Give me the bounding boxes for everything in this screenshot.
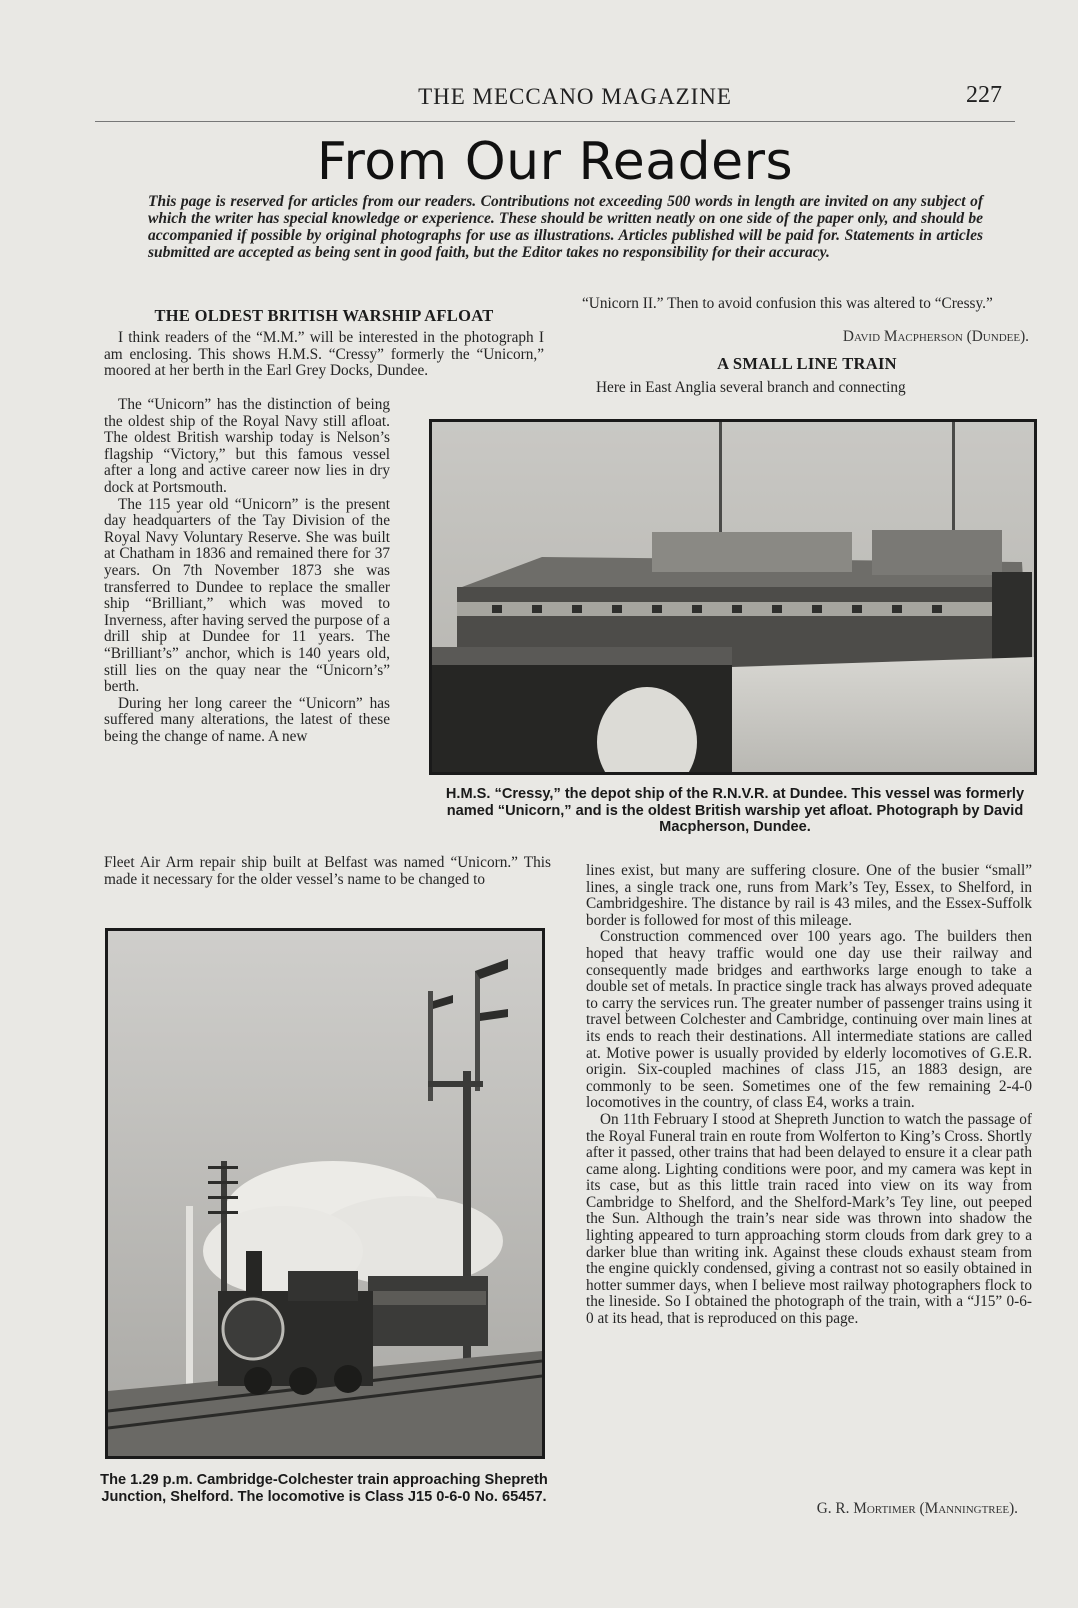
ship-photo-image bbox=[432, 422, 1034, 772]
article2-heading: A SMALL LINE TRAIN bbox=[717, 354, 897, 373]
article1-paragraph: During her long career the “Unicorn” has suffered many alterations, the latest of these being the change of name. A new bbox=[104, 694, 390, 745]
article1-byline: David Macpherson (Dundee). bbox=[842, 328, 1029, 345]
train-photo-caption: The 1.29 p.m. Cambridge-Colchester train approaching Shepreth Junction, Shelford. The locomotive is Class J15 0-6-0 No. 65457. bbox=[100, 1472, 548, 1505]
ship-photograph bbox=[429, 419, 1037, 775]
article2-paragraph: On 11th February I stood at Shepreth Junction to watch the passage of the Royal Funeral train en route from Wolferton to King’s Cross. Shortly after it passed, other trains that had been delayed to ensure it a clear path came along. Lighting conditions were poor, and my camera was kept in its case, but as this little train raced into view on its way from Cambridge to Shelford, and the Shelford-Mark’s Tey line, out peeped the Sun. Although the train’s near side was thrown into shadow the lighting appeared to turn approaching storm clouds from dark grey to a darker blue than writing ink. Against these clouds exhaust steam from the engine quickly condensed, giving a contrast not so easily obtained in hotter summer days, when I believe most railway photographers flock to the lineside. So I obtained the photograph of the train, with a “J15” 0-6-0 at its head, that is reproduced on this page. bbox=[586, 1110, 1032, 1328]
header-rule bbox=[95, 121, 1015, 122]
article1-text-bottom bbox=[104, 855, 551, 888]
article1-paragraph: “Unicorn II.” Then to avoid confusion this was altered to “Cressy.” bbox=[582, 295, 993, 312]
article1-text-end bbox=[582, 296, 1032, 313]
page-number: 227 bbox=[966, 82, 1002, 108]
intro-paragraph: This page is reserved for articles from our readers. Contributions not exceeding 500 words in length are invited on any subject of which the writer has special knowledge or experience. These should be written neatly on one side of the paper only, and should be accompanied if possible by original photographs for use as illustrations. Articles published will be paid for. Statements in articles submitted are accepted as being sent in good faith, but the Editor takes no responsibility for their accuracy. bbox=[148, 193, 983, 261]
running-head: THE MECCANO MAGAZINE bbox=[418, 84, 732, 109]
article1-text-narrow bbox=[104, 397, 390, 745]
article1-paragraph: The 115 year old “Unicorn” is the present day headquarters of the Tay Division of the Royal Navy Voluntary Reserve. She was built at Chatham in 1836 and remained there for 37 years. On 7th November 1873 she was transferred to Dundee to replace the smaller ship “Brilliant,” which was moved to Inverness, after having served the purpose of a drill ship at Dundee for 11 years. The “Brilliant’s” anchor, which is 140 years old, still lies on the quay near the “Unicorn’s” berth. bbox=[104, 495, 390, 696]
article1-heading: THE OLDEST BRITISH WARSHIP AFLOAT bbox=[154, 306, 494, 325]
article2-text-top bbox=[582, 380, 1032, 397]
train-photo-image bbox=[108, 931, 542, 1456]
page-title: From Our Readers bbox=[316, 132, 794, 192]
article2-paragraph: Construction commenced over 100 years ago. The builders then hoped that heavy traffic would one day use their railway and consequently made bridges and earthworks large enough to take a double set of metals. In practice single track has always proved adequate to carry the services run. The greater number of passenger trains using it travel between Colchester and Cambridge, continuing over main lines at its ends to reach their destinations. All intermediate stations are called at. Motive power is usually provided by elderly locomotives of G.E.R. origin. Six-coupled machines of class J15, an 1883 design, are commonly to be seen. Sometimes one of the few remaining 2-4-0 locomotives in the country, of class E4, works a train. bbox=[586, 928, 1032, 1112]
article2-paragraph: Here in East Anglia several branch and connecting bbox=[596, 379, 906, 396]
article1-paragraph: The “Unicorn” has the distinction of being the oldest ship of the Royal Navy still afloat. The oldest British warship today is Nelson’s flagship “Victory,” but this famous vessel after a long and active career now lies in dry dock at Portsmouth. bbox=[104, 396, 390, 496]
ship-photo-caption: H.M.S. “Cressy,” the depot ship of the R.N.V.R. at Dundee. This vessel was formerly named “Unicorn,” and is the oldest British warship yet afloat. Photograph by David Macpherson, Dundee. bbox=[445, 786, 1025, 835]
article2-byline: G. R. Mortimer (Manningtree). bbox=[816, 1500, 1018, 1517]
article1-text-top bbox=[104, 330, 544, 380]
article1-paragraph: Fleet Air Arm repair ship built at Belfast was named “Unicorn.” This made it necessary for the older vessel’s name to be changed to bbox=[104, 854, 551, 888]
train-photograph bbox=[105, 928, 545, 1459]
article2-text-main bbox=[586, 863, 1032, 1328]
article2-paragraph: lines exist, but many are suffering closure. One of the busier “small” lines, a single track one, runs from Mark’s Tey, Essex, to Shelford, in Cambridgeshire. The distance by rail is 43 miles, and the Essex-Suffolk border is followed for most of this mileage. bbox=[586, 862, 1032, 929]
article1-paragraph: I think readers of the “M.M.” will be interested in the photograph I am enclosing. This shows H.M.S. “Cressy” formerly the “Unicorn,” moored at her berth in the Earl Grey Docks, Dundee. bbox=[104, 329, 544, 380]
